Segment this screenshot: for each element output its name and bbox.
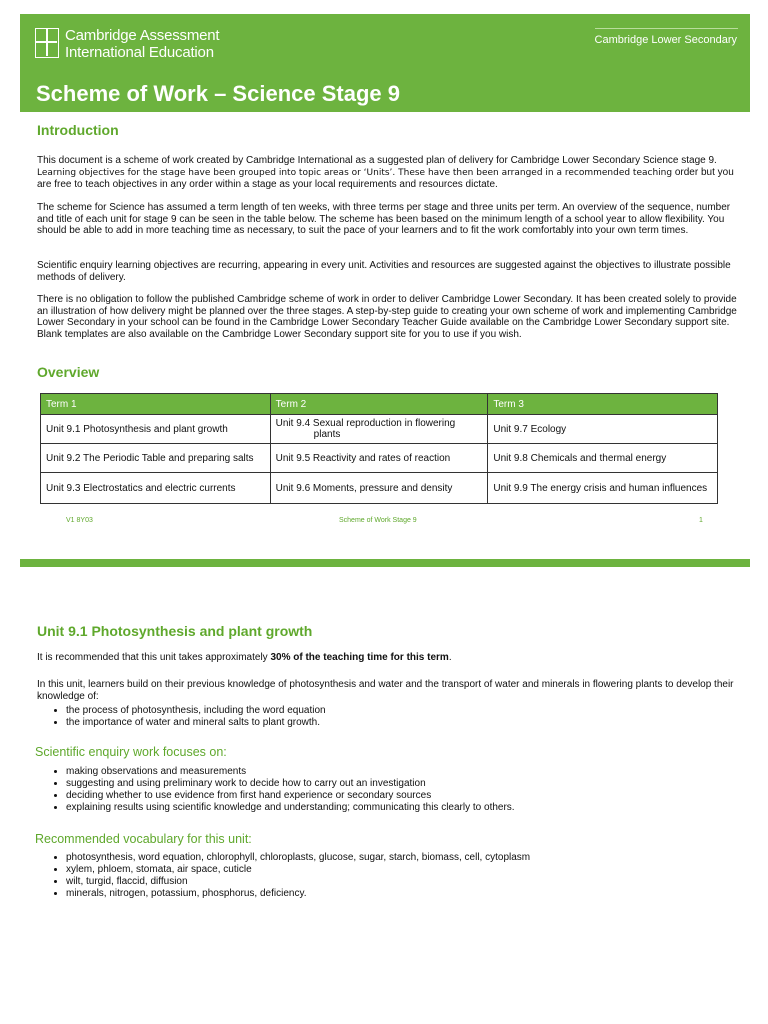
list-item: • suggesting and using preliminary work to decide how to carry out an investigation <box>66 778 515 790</box>
table-cell: Unit 9.5 Reactivity and rates of reaction <box>270 444 488 473</box>
unit-intro-paragraph: In this unit, learners build on their previous knowledge of photosynthesis and water and the transport of water and minerals in flowering plants to develop their knowledge of: <box>37 679 734 702</box>
programme-name: Cambridge Lower Secondary <box>594 34 737 46</box>
document-title: Scheme of Work – Science Stage 9 <box>36 81 400 106</box>
intro-paragraph-4: There is no obligation to follow the published Cambridge scheme of work in order to deliver Cambridge Lower Secondary. It has been created solely to provide an illustration of how delivery might be planned over the three stages. A step-by-step guide to creating your own scheme of work and implementing Cambridge Lower Secondary in your school can be found in the Cambridge Lower Secondary Teacher Guide available on the Cambridge Lower Secondary support site. Blank templates are also available on the Cambridge Lower Secondary support site for you to use if you wish. <box>37 294 737 340</box>
list-item: • deciding whether to use evidence from first hand experience or secondary sources <box>66 790 515 802</box>
table-header-row <box>41 394 718 415</box>
intro-paragraph-3: Scientific enquiry learning objectives are recurring, appearing in every unit. Activities and resources are suggested against the objectives to illustrate possible methods of delivery. <box>37 260 731 283</box>
overview-heading: Overview <box>37 364 100 380</box>
cell-line-cont: plants <box>313 429 341 440</box>
intro-paragraph-2: The scheme for Science has assumed a term length of ten weeks, with three terms per stage and three units per term. An overview of the sequence, number and title of each unit for stage 9 can be seen in the table below. The scheme has been based on the minimum length of a school year to allow flexibility. You should be able to add in more teaching time as necessary, to suit the pace of your learners and to fit the work comfortably into your own term times. <box>37 202 731 237</box>
intro-p1-part-c: order but you are free to teach objectives in any order within a stage as your local requirements and resources dictate. <box>37 166 734 191</box>
header-rule <box>595 28 738 29</box>
vocabulary-heading: Recommended vocabulary for this unit: <box>35 832 252 846</box>
table-cell: Unit 9.7 Ecology <box>488 415 718 444</box>
column-header-term-3: Term 3 <box>488 394 718 415</box>
table-cell <box>270 415 488 444</box>
unit-time-paragraph <box>37 652 737 664</box>
time-text-c: . <box>448 652 452 663</box>
list-item: • the importance of water and mineral salts to plant growth. <box>66 717 326 729</box>
footer-page-number: 1 <box>699 517 703 524</box>
intro-p1-part-a: This document is a scheme of work created by Cambridge International as a suggested plan of delivery for Cambridge Lower Secondary Science stage 9. <box>37 155 717 166</box>
table-row <box>41 473 718 504</box>
page-separator <box>20 559 750 567</box>
footer-version: V1 8Y03 <box>66 517 93 524</box>
table-cell: Unit 9.3 Electrostatics and electric currents <box>41 473 271 504</box>
unit-heading: Unit 9.1 Photosynthesis and plant growth <box>37 623 313 639</box>
time-text-bold: 30% of the teaching time for this term <box>270 652 449 663</box>
enquiry-list <box>30 766 515 814</box>
table-cell: Unit 9.2 The Periodic Table and preparing salts <box>41 444 271 473</box>
table-cell: Unit 9.1 Photosynthesis and plant growth <box>41 415 271 444</box>
footer-document: Scheme of Work Stage 9 <box>339 517 417 524</box>
intro-paragraph-1 <box>37 155 737 191</box>
column-header-term-1: Term 1 <box>41 394 271 415</box>
list-item: • wilt, turgid, flaccid, diffusion <box>66 876 530 888</box>
time-text-a: It is recommended that this unit takes approximately <box>37 652 271 663</box>
cambridge-logo <box>35 27 220 62</box>
overview-table <box>40 393 718 504</box>
list-item: • the process of photosynthesis, including the word equation <box>66 705 326 717</box>
list-item: • making observations and measurements <box>66 766 515 778</box>
column-header-term-2: Term 2 <box>270 394 488 415</box>
crest-icon <box>35 28 59 58</box>
intro-p1-part-b: Learning objectives for the stage have been grouped into topic areas or ‘Units’. These have then been arranged in a recommended teaching <box>37 167 673 178</box>
table-cell: Unit 9.9 The energy crisis and human influences <box>488 473 718 504</box>
list-item: • minerals, nitrogen, potassium, phosphorus, deficiency. <box>66 888 530 900</box>
logo-line-1: Cambridge Assessment <box>65 27 220 44</box>
introduction-heading: Introduction <box>37 122 119 138</box>
page-header <box>20 14 750 112</box>
list-item: • explaining results using scientific knowledge and understanding; communicating this clearly to others. <box>66 802 515 814</box>
vocabulary-list <box>30 852 530 900</box>
list-item: • xylem, phloem, stomata, air space, cuticle <box>66 864 530 876</box>
table-row <box>41 415 718 444</box>
list-item: • photosynthesis, word equation, chlorophyll, chloroplasts, glucose, sugar, starch, biomass, cell, cytoplasm <box>66 852 530 864</box>
table-cell: Unit 9.6 Moments, pressure and density <box>270 473 488 504</box>
table-cell: Unit 9.8 Chemicals and thermal energy <box>488 444 718 473</box>
cell-line: Unit 9.4 Sexual reproduction in flowering <box>275 418 456 429</box>
enquiry-heading: Scientific enquiry work focuses on: <box>35 745 227 759</box>
knowledge-list <box>30 705 326 729</box>
table-row <box>41 444 718 473</box>
logo-line-2: International Education <box>65 44 214 61</box>
